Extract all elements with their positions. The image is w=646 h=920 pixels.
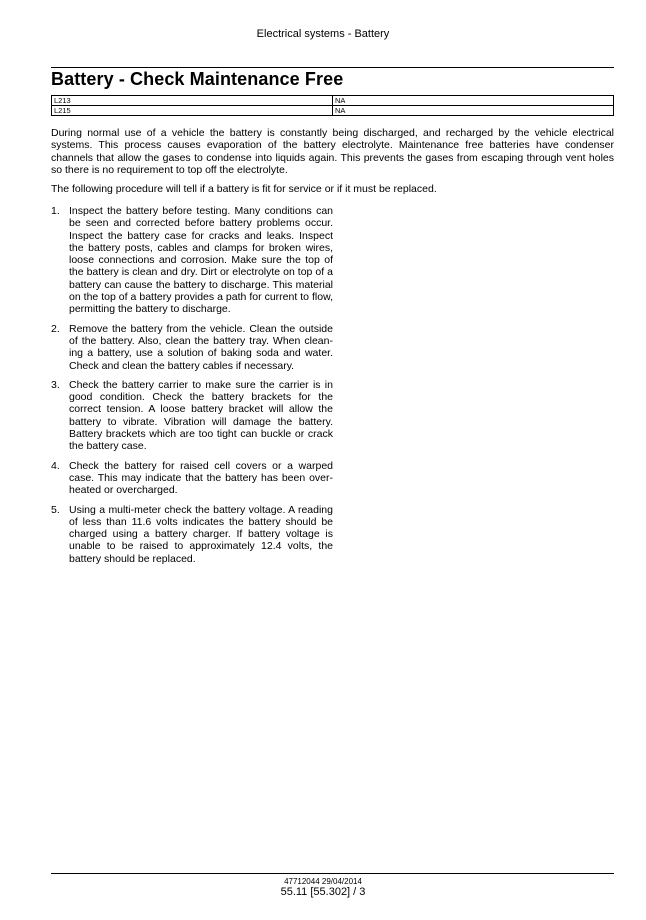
- title-rule: [51, 67, 614, 68]
- step-text: Check the battery for raised cell covers or a warped case. This may indicate that the battery has been overheated or overcharged.: [69, 459, 333, 497]
- page-title: Battery - Check Maintenance Free: [51, 69, 344, 89]
- footer-rule: [51, 873, 614, 874]
- list-item: [51, 504, 333, 565]
- list-item: [51, 460, 333, 497]
- model-cell: L213: [52, 96, 333, 106]
- procedure-steps: [51, 205, 333, 572]
- list-item: [51, 379, 333, 453]
- step-text: Check the battery carrier to make sure the carrier is in good condition. Check the battery brackets for the correct tension. A loose battery bracket will allow the battery to vibrate. Vibration will damage the battery. Battery brackets which are too tight can buckle or crack the battery case.: [69, 378, 333, 453]
- list-item: [51, 323, 333, 372]
- procedure-intro: The following procedure will tell if a battery is fit for service or if it must be replaced.: [51, 183, 437, 195]
- step-number: 2.: [51, 322, 60, 335]
- section-header: Electrical systems - Battery: [256, 28, 390, 40]
- document-code: 47712044 29/04/2014: [284, 877, 362, 886]
- page-number: 55.11 [55.302] / 3: [280, 886, 366, 898]
- table-row: [52, 96, 614, 106]
- value-cell: NA: [333, 96, 614, 106]
- list-item: [51, 205, 333, 316]
- table-row: [52, 106, 614, 116]
- step-number: 1.: [51, 205, 60, 217]
- step-text: Using a multi-meter check the battery voltage. A reading of less than 11.6 volts indicates the battery should be charged using a battery charger. If battery voltage is unable to be raised to approximately 12.4 volts, the battery should be replaced.: [69, 503, 333, 565]
- step-text: Remove the battery from the vehicle. Clean the outside of the battery. Also, clean the battery tray. When cleaning a battery, use a solution of baking soda and water. Check and clean the battery cables if necessary.: [69, 322, 333, 372]
- intro-paragraph: During normal use of a vehicle the battery is constantly being discharged, and recharged by the vehicle electrical systems. This process causes evaporation of the battery electrolyte. Maintenance free batteries have condenser channels that allow the gases to condense into liquids again. This prevents the gases from escaping through vent holes so there is no requirement to top off the electrolyte.: [51, 127, 614, 176]
- step-number: 3.: [51, 378, 60, 391]
- step-number: 4.: [51, 459, 60, 472]
- model-applicability-table: [51, 95, 614, 116]
- step-number: 5.: [51, 503, 60, 516]
- value-cell: NA: [333, 106, 614, 116]
- model-cell: L215: [52, 106, 333, 116]
- step-text: Inspect the battery before testing. Many conditions can be seen and corrected before battery problems occur. Inspect the battery case for cracks and leaks. Inspect the battery posts, cables and clamps for broken wires, loose connections and corrosion. Make sure the top of the battery is clean and dry. Dirt or electrolyte on top of a battery can cause the battery to discharge. This material on the top of a battery provides a path for current to flow, permitting the battery to discharge.: [69, 205, 333, 316]
